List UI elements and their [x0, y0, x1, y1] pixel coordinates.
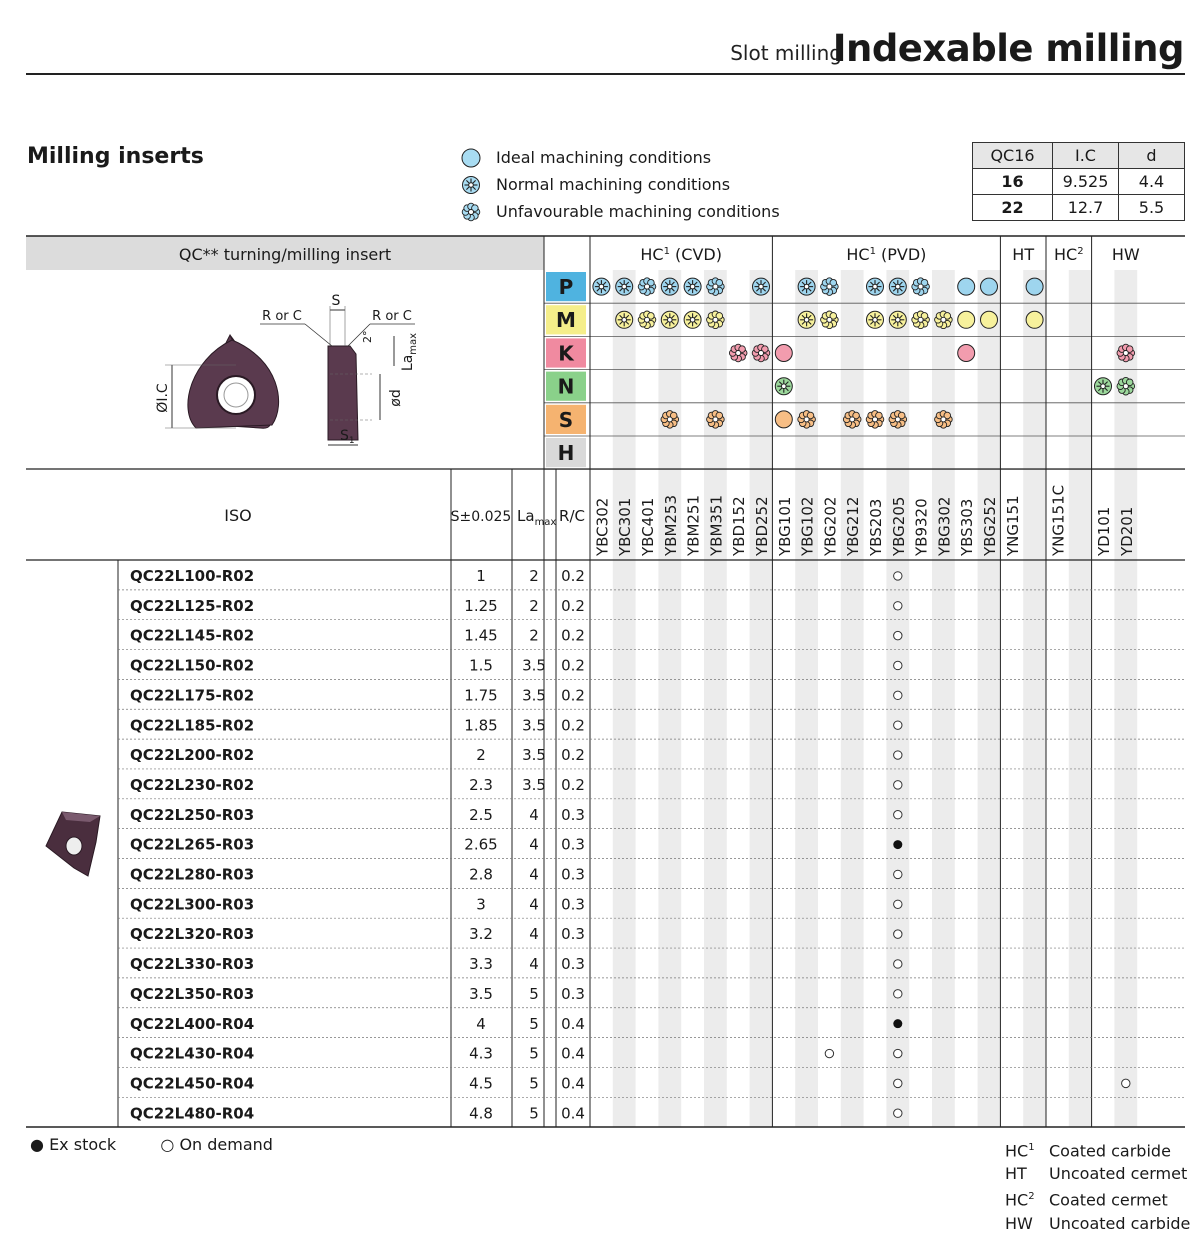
- s-value: 4.5: [469, 1074, 493, 1093]
- section-title: Milling inserts: [27, 144, 204, 169]
- grade-label: YNG151: [1003, 495, 1022, 556]
- footer-grade-legend: [1005, 1136, 1190, 1235]
- d-label: ød: [388, 389, 404, 407]
- s-value: 4.3: [469, 1044, 493, 1063]
- grade-label: YBC401: [639, 497, 657, 556]
- legend-normal-label: Normal machining conditions: [496, 175, 731, 194]
- unfavourable-icon: [821, 311, 839, 329]
- s-value: 1.45: [464, 626, 498, 645]
- iso-code: QC22L280-R03: [130, 865, 255, 884]
- rc-value: 0.4: [561, 1104, 585, 1123]
- open-dot-icon: ○: [160, 1135, 175, 1154]
- iso-code: QC22L200-R02: [130, 746, 255, 765]
- unfavourable-icon: [935, 411, 953, 429]
- la-value: 5: [529, 1044, 539, 1063]
- on-demand-mark: [894, 1049, 902, 1057]
- ideal-icon: [775, 345, 792, 362]
- rc-value: 0.2: [561, 716, 585, 735]
- rc-value: 0.3: [561, 865, 585, 884]
- on-demand-mark: [894, 602, 902, 610]
- filled-dot-icon: ●: [30, 1135, 44, 1154]
- grade-label: YBG302: [935, 496, 954, 556]
- s-value: 1.85: [464, 716, 498, 735]
- grade-column-shade: [932, 270, 955, 1127]
- grade-label: YBS203: [867, 498, 885, 556]
- on-demand-mark: [894, 1109, 902, 1117]
- on-demand-mark: [894, 781, 902, 789]
- ideal-icon: [1026, 278, 1043, 295]
- unfavourable-icon: [821, 278, 839, 296]
- unfavourable-icon: [798, 411, 816, 429]
- grade-label: YD201: [1117, 506, 1136, 556]
- qc-header-ic: I.C: [1053, 143, 1119, 169]
- rc-value: 0.4: [561, 1074, 585, 1093]
- unfavourable-icon: [1117, 377, 1135, 395]
- rc-value: 0.3: [561, 984, 585, 1003]
- rc-value: 0.3: [561, 805, 585, 824]
- iso-code: QC22L480-R04: [130, 1104, 255, 1123]
- iso-code: QC22L350-R03: [130, 984, 255, 1003]
- la-value: 3.5: [522, 686, 546, 705]
- iso-code: QC22L150-R02: [130, 656, 255, 675]
- legend-unfavourable-label: Unfavourable machining conditions: [496, 202, 780, 221]
- s-value: 3.5: [469, 984, 493, 1003]
- grade-column-shade: [841, 270, 864, 1127]
- grade-label: YBS303: [958, 498, 977, 556]
- on-demand-mark: [894, 930, 902, 938]
- on-demand-mark: [894, 870, 902, 878]
- grade-label: YBG101: [775, 496, 794, 556]
- ideal-icon: [981, 278, 998, 295]
- on-demand-mark: [894, 900, 902, 908]
- unfavourable-icon: [752, 344, 770, 362]
- rc-value: 0.2: [561, 596, 585, 615]
- la-value: 3.5: [522, 716, 546, 735]
- unfavourable-icon: [935, 311, 953, 329]
- grade-label: YBG102: [798, 496, 817, 556]
- grade-legend-row: $HC^2$ Coated cermet: [1005, 1190, 1168, 1210]
- s-value: 4: [476, 1014, 486, 1033]
- grade-label: YD101: [1095, 506, 1113, 556]
- unfavourable-icon: [707, 411, 725, 429]
- s-value: 1.5: [469, 656, 493, 675]
- on-demand-mark: [894, 960, 902, 968]
- s-value: 1: [476, 567, 486, 585]
- s-value: 2: [476, 746, 486, 765]
- iso-code: QC22L125-R02: [130, 596, 255, 615]
- la-value: 5: [529, 1104, 539, 1123]
- on-demand-label: On demand: [179, 1135, 273, 1154]
- grade-column-shade: [704, 270, 727, 1127]
- qc-cell: 12.7: [1053, 195, 1119, 221]
- on-demand-mark: [894, 572, 902, 580]
- rc-value: 0.2: [561, 686, 585, 705]
- grade-legend-row: HW Uncoated carbide: [1005, 1213, 1191, 1233]
- la-value: 5: [529, 1074, 539, 1093]
- qc-header-d: d: [1119, 143, 1185, 169]
- r-right-label: R or C: [372, 309, 412, 324]
- group-header: HT: [1012, 245, 1035, 264]
- la-value: 3.5: [522, 746, 546, 765]
- on-demand-mark: [894, 990, 902, 998]
- rc-value: 0.2: [561, 746, 585, 765]
- insert-side-view: [328, 346, 358, 440]
- iso-code: QC22L320-R03: [130, 925, 255, 944]
- on-demand-mark: [894, 1079, 902, 1087]
- grade-column-shade: [1114, 270, 1137, 1127]
- s-value: 1.75: [464, 686, 498, 705]
- grade-column-shade: [1069, 270, 1092, 1127]
- ex-stock-mark: [893, 840, 902, 849]
- iso-code: QC22L145-R02: [130, 626, 255, 645]
- iso-code: QC22L230-R02: [130, 775, 255, 794]
- rc-value: 0.2: [561, 656, 585, 675]
- material-letter-h: H: [557, 441, 575, 465]
- iso-code: QC22L400-R04: [130, 1014, 255, 1033]
- qc-cell: 5.5: [1119, 195, 1185, 221]
- insert-hole: [217, 376, 255, 414]
- grade-column-shade: [750, 270, 773, 1127]
- la-value: 3.5: [522, 775, 546, 794]
- on-demand-mark: [825, 1049, 833, 1057]
- unfavourable-icon: [1117, 344, 1135, 362]
- rc-value: 0.2: [561, 626, 585, 645]
- qc-cell: 16: [973, 169, 1053, 195]
- unfavourable-icon: [661, 411, 679, 429]
- unfavourable-icon: [707, 311, 725, 329]
- grade-label: YBG202: [821, 496, 840, 556]
- iso-code: QC22L250-R03: [130, 805, 255, 824]
- iso-code: QC22L175-R02: [130, 686, 255, 705]
- rc-value: 0.3: [561, 835, 585, 854]
- la-value: 4: [529, 925, 539, 944]
- grade-column-shade: [613, 270, 636, 1127]
- iso-code: QC22L265-R03: [130, 835, 255, 854]
- la-value: 4: [529, 955, 539, 974]
- unfavourable-icon: [729, 344, 747, 362]
- unfavourable-icon: [707, 278, 725, 296]
- grade-label: YBG212: [844, 496, 863, 556]
- la-value: 4: [529, 805, 539, 824]
- group-header: $HC^1$ (PVD): [846, 245, 927, 264]
- unfavourable-icon: [638, 278, 656, 296]
- iso-code: QC22L430-R04: [130, 1044, 255, 1063]
- iso-code: QC22L450-R04: [130, 1074, 255, 1093]
- unfavourable-icon: [866, 411, 884, 429]
- la-value: 4: [529, 895, 539, 914]
- group-header: $HC^2$: [1054, 245, 1084, 264]
- insert-header-label: QC** turning/milling insert: [178, 245, 392, 264]
- material-letter-m: M: [556, 308, 576, 333]
- group-header: HW: [1111, 245, 1140, 264]
- rc-value: 0.2: [561, 775, 585, 794]
- s-value: 3.3: [469, 955, 493, 974]
- ideal-icon: [1026, 311, 1043, 328]
- la-label: $La_{max}$: [400, 332, 419, 372]
- qc-cell: 22: [973, 195, 1053, 221]
- insert-diagram: [155, 293, 419, 446]
- grade-label: YBM351: [707, 494, 726, 556]
- legend-ideal-label: Ideal machining conditions: [496, 148, 712, 167]
- angle-label: 2°: [361, 330, 374, 343]
- r-left-label: R or C: [262, 309, 302, 324]
- s-value: 4.8: [469, 1104, 493, 1123]
- grade-label: YNG151C: [1049, 484, 1068, 556]
- unfavourable-icon: [889, 411, 907, 429]
- grade-column-shade: [658, 270, 681, 1127]
- grade-column-shade: [795, 270, 818, 1127]
- iso-code: QC22L185-R02: [130, 716, 255, 735]
- ideal-icon: [958, 345, 975, 362]
- qc-cell: 9.525: [1053, 169, 1119, 195]
- la-value: 2: [529, 596, 539, 615]
- unfavourable-icon: [912, 311, 930, 329]
- grade-legend-row: HT Uncoated cermet: [1005, 1164, 1188, 1184]
- rc-value: 0.3: [561, 895, 585, 914]
- material-letter-k: K: [558, 341, 574, 366]
- la-value: 5: [529, 984, 539, 1003]
- grade-label: YBM253: [661, 494, 680, 556]
- insert-photo: [46, 812, 100, 876]
- unfavourable-icon: [912, 278, 930, 296]
- grade-column-shade: [978, 270, 1001, 1127]
- s-label: S: [331, 293, 341, 309]
- ideal-icon: [775, 411, 792, 428]
- unfavourable-icon: [843, 411, 861, 429]
- ideal-icon: [958, 311, 975, 328]
- s-value: 1.25: [464, 596, 498, 615]
- qc-cell: 4.4: [1119, 169, 1185, 195]
- on-demand-mark: [894, 691, 902, 699]
- s-value: 2.8: [469, 865, 493, 884]
- ideal-icon: [958, 278, 975, 295]
- on-demand-mark: [894, 721, 902, 729]
- rc-value: 0.3: [561, 955, 585, 974]
- la-value: 2: [529, 626, 539, 645]
- s-value: 2.5: [469, 805, 493, 824]
- grade-label: YB9320: [912, 498, 931, 556]
- iso-code: QC22L330-R03: [130, 955, 255, 974]
- grade-legend-row: $HC^1$ Coated carbide: [1005, 1141, 1171, 1161]
- page-title: Indexable milling: [832, 27, 1184, 70]
- ic-label: ØI.C: [155, 383, 171, 413]
- on-demand-mark: [894, 661, 902, 669]
- la-value: 4: [529, 865, 539, 884]
- grade-label: YBD152: [730, 496, 749, 556]
- group-header: $HC^1$ (CVD): [640, 245, 722, 264]
- grade-label: YBG205: [889, 496, 908, 556]
- grade-label: YBM251: [684, 494, 703, 556]
- rc-column-header: R/C: [559, 507, 585, 525]
- footer-stock-legend: [30, 1135, 273, 1154]
- grade-column-shade: [1023, 270, 1046, 1127]
- on-demand-mark: [894, 811, 902, 819]
- ideal-icon: [981, 311, 998, 328]
- material-letter-p: P: [558, 275, 574, 299]
- iso-column-header: ISO: [224, 506, 252, 525]
- grade-label: YBD252: [753, 496, 771, 556]
- page-subtitle: Slot milling: [730, 41, 842, 65]
- s-column-header: S±0.025: [450, 509, 512, 525]
- grade-label: YBC301: [616, 497, 635, 556]
- material-letter-s: S: [558, 407, 574, 432]
- rc-value: 0.4: [561, 1014, 585, 1033]
- iso-code: QC22L100-R02: [130, 567, 255, 585]
- material-letter-n: N: [557, 374, 575, 399]
- s-value: 2.3: [469, 775, 493, 794]
- ex-stock-mark: [893, 1019, 902, 1028]
- la-value: 4: [529, 835, 539, 854]
- on-demand-mark: [894, 751, 902, 759]
- s-value: 3.2: [469, 925, 493, 944]
- la-value: 3.5: [522, 656, 546, 675]
- on-demand-mark: [1122, 1079, 1130, 1087]
- unfavourable-icon: [638, 311, 656, 329]
- la-column-header: $La_{max}$: [517, 507, 557, 528]
- grade-label: YBC302: [593, 497, 612, 556]
- s1-label: $S_1$: [340, 428, 355, 446]
- ex-stock-label: Ex stock: [49, 1135, 117, 1154]
- rc-value: 0.3: [561, 925, 585, 944]
- rc-value: 0.4: [561, 1044, 585, 1063]
- on-demand-mark: [894, 631, 902, 639]
- qc-header-qc16: QC16: [973, 143, 1053, 169]
- rc-value: 0.2: [561, 567, 585, 585]
- la-value: 5: [529, 1014, 539, 1033]
- iso-code: QC22L300-R03: [130, 895, 255, 914]
- la-value: 2: [529, 567, 539, 585]
- grade-label: YBG252: [981, 496, 999, 556]
- s-value: 3: [476, 895, 486, 914]
- s-value: 2.65: [464, 835, 498, 854]
